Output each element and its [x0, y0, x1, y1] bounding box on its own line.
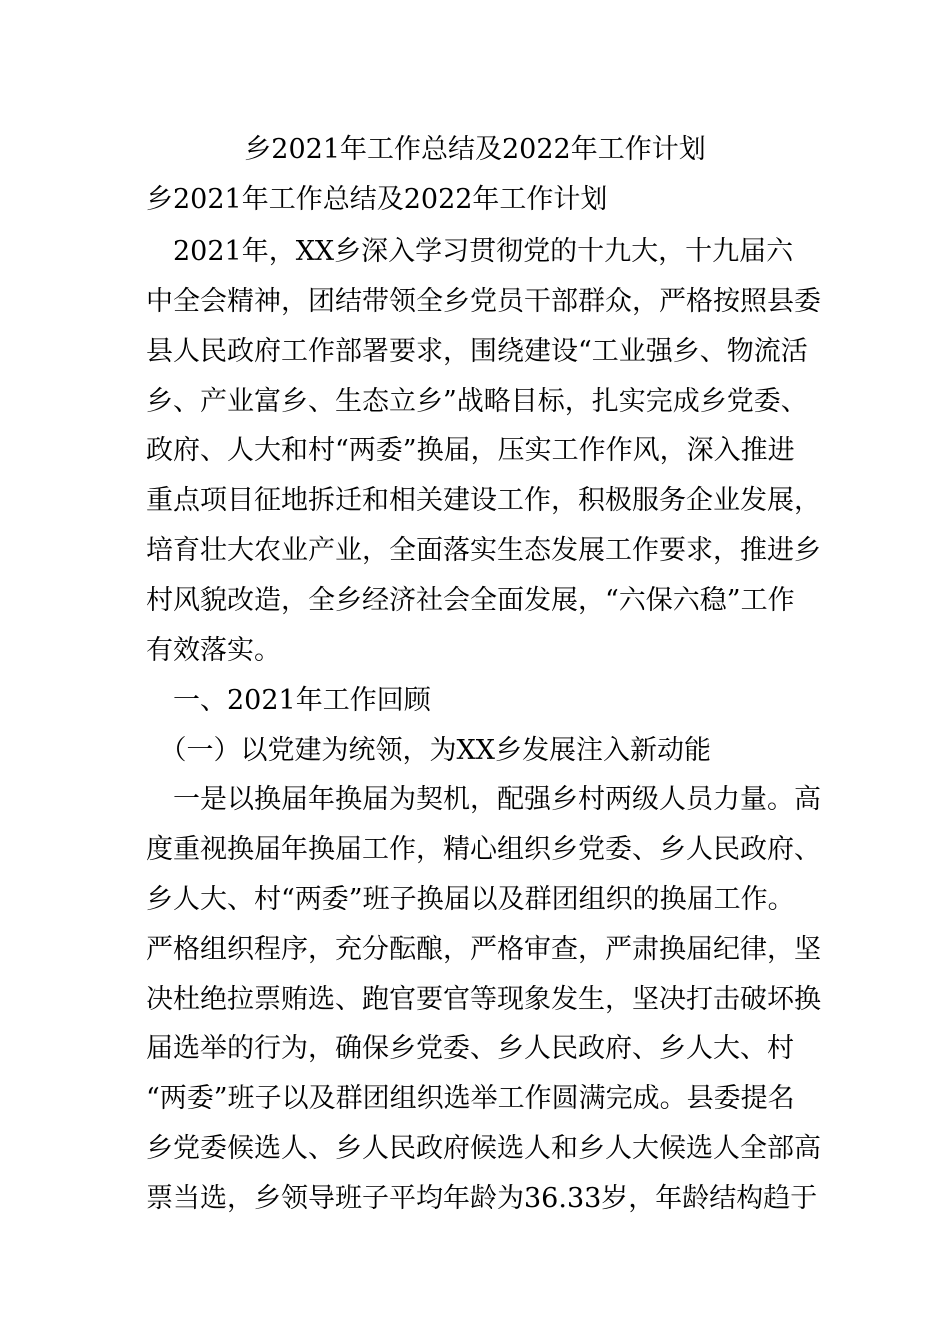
paragraph-line: 乡人大、村“两委”班子换届以及群团组织的换届工作。: [146, 884, 795, 915]
paragraph-line: 票当选，乡领导班子平均年龄为36.33岁，年龄结构趋于: [146, 1183, 818, 1214]
paragraph-line: 乡、产业富乡、生态立乡”战略目标，扎实完成乡党委、: [146, 386, 808, 417]
document-subtitle: 乡2021年工作总结及2022年工作计划: [146, 184, 608, 215]
paragraph-line: 村风貌改造，全乡经济社会全面发展，“六保六稳”工作: [146, 585, 795, 616]
paragraph-line: 决杜绝拉票贿选、跑官要官等现象发生，坚决打击破坏换: [146, 984, 821, 1015]
section-heading: 一、2021年工作回顾: [146, 685, 431, 716]
paragraph-line: 度重视换届年换届工作，精心组织乡党委、乡人民政府、: [146, 834, 821, 865]
paragraph-line: 政府、人大和村“两委”换届，压实工作作风，深入推进: [146, 435, 795, 466]
subsection-heading: （一）以党建为统领，为XX乡发展注入新动能: [146, 735, 711, 766]
paragraph-line: 中全会精神，团结带领全乡党员干部群众，严格按照县委: [146, 286, 821, 317]
paragraph-line: 一是以换届年换届为契机，配强乡村两级人员力量。高: [146, 784, 821, 815]
paragraph-line: “两委”班子以及群团组织选举工作圆满完成。县委提名: [146, 1083, 795, 1114]
paragraph-line: 2021年，XX乡深入学习贯彻党的十九大，十九届六: [146, 236, 794, 267]
document-title: 乡2021年工作总结及2022年工作计划: [244, 134, 706, 165]
paragraph-line: 严格组织程序，充分酝酿，严格审查，严肃换届纪律，坚: [146, 934, 821, 965]
paragraph-line: 县人民政府工作部署要求，围绕建设“工业强乡、物流活: [146, 336, 808, 367]
paragraph-line: 培育壮大农业产业，全面落实生态发展工作要求，推进乡: [146, 535, 821, 566]
paragraph-line: 届选举的行为，确保乡党委、乡人民政府、乡人大、村: [146, 1033, 794, 1064]
paragraph-line: 有效落实。: [146, 635, 281, 666]
paragraph-line: 乡党委候选人、乡人民政府候选人和乡人大候选人全部高: [146, 1133, 821, 1164]
paragraph-line: 重点项目征地拆迁和相关建设工作，积极服务企业发展，: [146, 485, 821, 516]
